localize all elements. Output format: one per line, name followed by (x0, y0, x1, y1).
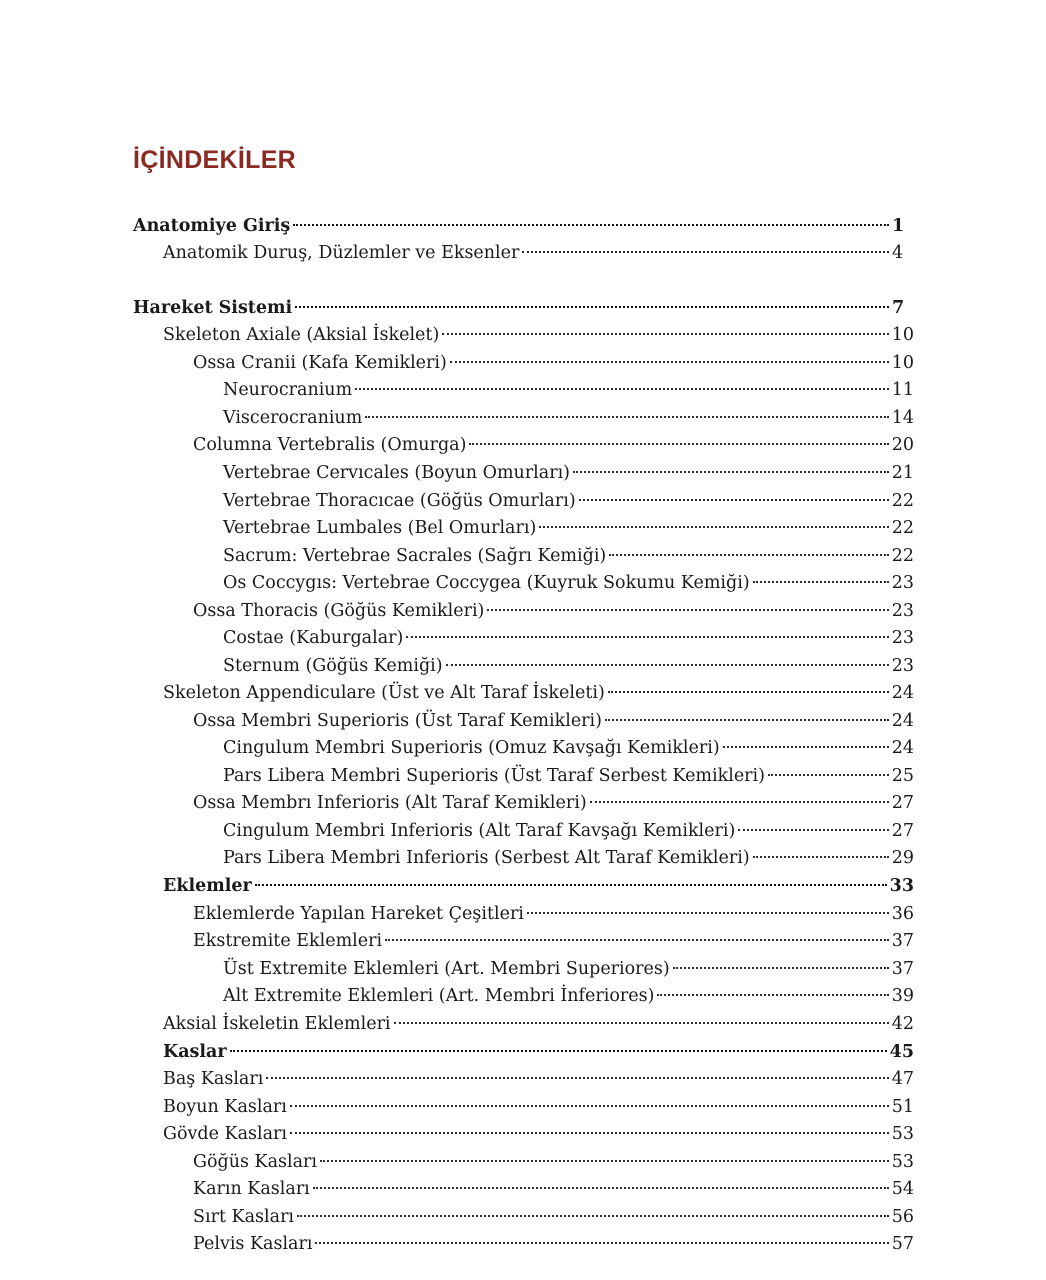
dot-leader (394, 1022, 889, 1024)
dot-leader (768, 774, 889, 776)
toc-entry-page-number: 23 (891, 656, 914, 676)
dot-leader (657, 994, 888, 996)
toc-entry-label: Ossa Thoracis (Göğüs Kemikleri) (193, 601, 485, 621)
toc-entry (223, 488, 914, 514)
toc-entry-label: Kaslar (163, 1042, 227, 1062)
toc-entry-page-number: 22 (891, 491, 914, 511)
toc-entry-page-number: 39 (891, 986, 914, 1006)
toc-entry (163, 1121, 914, 1147)
dot-leader (539, 526, 888, 528)
toc-entry-label: Ossa Cranii (Kafa Kemikleri) (193, 353, 447, 373)
toc-entry (193, 928, 914, 954)
toc-entry (223, 570, 914, 596)
dot-leader (355, 388, 889, 390)
toc-entry-page-number: 53 (891, 1152, 914, 1172)
toc-entry-label: Eklemler (163, 876, 252, 896)
dot-leader (605, 719, 889, 721)
dot-leader (293, 224, 889, 226)
toc-entry (193, 901, 914, 927)
toc-entry (223, 956, 914, 982)
toc-entry-page-number: 14 (891, 408, 914, 428)
toc-entry-label: Ossa Membri Superioris (Üst Taraf Kemikleri) (193, 711, 602, 731)
dot-leader (487, 609, 888, 611)
toc-entry (193, 790, 914, 816)
toc-entry-page-number: 27 (891, 793, 914, 813)
toc-entry-page-number: 23 (891, 601, 914, 621)
dot-leader (753, 856, 889, 858)
toc-entry-page-number: 21 (891, 463, 914, 483)
toc-entry (223, 818, 914, 844)
toc-entry-label: Costae (Kaburgalar) (223, 628, 404, 648)
toc-entry-page-number: 37 (891, 959, 914, 979)
toc-entry (223, 983, 914, 1009)
toc-entry-page-number: 23 (891, 573, 914, 593)
toc-entry-label: Ossa Membrı Inferioris (Alt Taraf Kemikleri) (193, 793, 587, 813)
dot-leader (608, 691, 889, 693)
dot-leader (290, 1132, 889, 1134)
dot-leader (442, 333, 888, 335)
toc-entry-page-number: 25 (891, 766, 914, 786)
toc-entry (223, 377, 914, 403)
toc-entry-label: Pars Libera Membri Inferioris (Serbest Alt Taraf Kemikleri) (223, 848, 750, 868)
toc-entry-label: Pars Libera Membri Superioris (Üst Taraf Serbest Kemikleri) (223, 766, 765, 786)
toc-entry (163, 240, 914, 266)
dot-leader (450, 361, 889, 363)
dot-leader (469, 443, 888, 445)
toc-entry (163, 1011, 914, 1037)
toc-entry-page-number: 56 (891, 1207, 914, 1227)
dot-leader (738, 829, 888, 831)
toc-entry (163, 873, 914, 899)
toc-entry-page-number: 57 (891, 1234, 914, 1254)
toc-entry-label: Üst Extremite Eklemleri (Art. Membri Superiores) (223, 959, 670, 979)
toc-entry-label: Skeleton Appendiculare (Üst ve Alt Taraf İskeleti) (163, 683, 605, 703)
toc-entry-page-number: 24 (891, 683, 914, 703)
toc-entry-page-number: 36 (891, 904, 914, 924)
dot-leader (723, 746, 889, 748)
toc-entry (163, 680, 914, 706)
toc-entry-page-number: 23 (891, 628, 914, 648)
toc-entry-page-number: 42 (891, 1014, 914, 1034)
toc-entry (223, 653, 914, 679)
toc-entry (223, 845, 914, 871)
toc-entry-label: Cingulum Membri Inferioris (Alt Taraf Kavşağı Kemikleri) (223, 821, 736, 841)
toc-entry-label: Anatomiye Giriş (133, 216, 291, 236)
toc-entry (223, 763, 914, 789)
toc-entry-page-number: 51 (891, 1097, 914, 1117)
toc-entry-page-number: 29 (891, 848, 914, 868)
toc-entry-page-number: 47 (891, 1069, 914, 1089)
toc-entry (223, 460, 914, 486)
toc-entry-page-number: 20 (891, 435, 914, 455)
toc-entry-label: Viscerocranium (223, 408, 363, 428)
toc-entry-label: Sternum (Göğüs Kemiği) (223, 656, 443, 676)
toc-entry-page-number: 4 (892, 243, 904, 263)
toc-entry (223, 735, 914, 761)
toc-entry-label: Eklemlerde Yapılan Hareket Çeşitleri (193, 904, 524, 924)
toc-entry-label: Sacrum: Vertebrae Sacrales (Sağrı Kemiği) (223, 546, 607, 566)
toc-entry (223, 543, 914, 569)
toc-entry (163, 1066, 914, 1092)
toc-entry-label: Baş Kasları (163, 1069, 264, 1089)
toc-entry (163, 1094, 914, 1120)
toc-entry-label: Boyun Kasları (163, 1097, 287, 1117)
toc-entry-label: Cingulum Membri Superioris (Omuz Kavşağı Kemikleri) (223, 738, 720, 758)
dot-leader (522, 251, 889, 253)
toc-entry-label: Aksial İskeletin Eklemleri (163, 1014, 391, 1034)
toc-entry-label: Vertebrae Lumbales (Bel Omurları) (223, 518, 537, 538)
dot-leader (673, 967, 889, 969)
toc-entry (163, 322, 914, 348)
toc-entry-page-number: 22 (891, 546, 914, 566)
toc-entry (193, 1149, 914, 1175)
toc-entry-label: Pelvis Kasları (193, 1234, 313, 1254)
toc-entry-label: Hareket Sistemi (133, 298, 293, 318)
toc-entry (193, 1176, 914, 1202)
toc-entry-label: Columna Vertebralis (Omurga) (193, 435, 467, 455)
toc-entry-page-number: 53 (891, 1124, 914, 1144)
dot-leader (266, 1077, 888, 1079)
toc-entry-label: Vertebrae Cervıcales (Boyun Omurları) (223, 463, 571, 483)
toc-entry-label: Skeleton Axiale (Aksial İskelet) (163, 325, 440, 345)
toc-entry-page-number: 10 (891, 353, 914, 373)
toc-entry (193, 598, 914, 624)
dot-leader (590, 801, 889, 803)
toc-entry (223, 515, 914, 541)
dot-leader (295, 306, 889, 308)
toc-entry-page-number: 33 (889, 876, 914, 896)
dot-leader (753, 581, 889, 583)
dot-leader (320, 1160, 889, 1162)
toc-entry (223, 405, 914, 431)
toc-entry-page-number: 7 (892, 298, 905, 318)
toc-entry-page-number: 27 (891, 821, 914, 841)
toc-entry-label: Karın Kasları (193, 1179, 310, 1199)
dot-leader (290, 1105, 889, 1107)
toc-entry-label: Anatomik Duruş, Düzlemler ve Eksenler (163, 243, 520, 263)
toc-entry-label: Gövde Kasları (163, 1124, 288, 1144)
dot-leader (297, 1215, 889, 1217)
toc-entry (193, 708, 914, 734)
toc-entry (193, 350, 914, 376)
dot-leader (255, 884, 887, 886)
toc-entry-label: Neurocranium (223, 380, 353, 400)
toc-entry (193, 1231, 914, 1257)
toc-entry-page-number: 24 (891, 738, 914, 758)
dot-leader (315, 1242, 888, 1244)
dot-leader (446, 664, 889, 666)
toc-entry-page-number: 37 (891, 931, 914, 951)
dot-leader (406, 636, 888, 638)
toc-entry (133, 295, 914, 321)
toc-entry-page-number: 45 (889, 1042, 914, 1062)
toc-entry-label: Vertebrae Thoracıcae (Göğüs Omurları) (223, 491, 576, 511)
toc-entry-page-number: 24 (891, 711, 914, 731)
dot-leader (527, 912, 889, 914)
toc-entry (133, 213, 914, 239)
toc-entry-label: Alt Extremite Eklemleri (Art. Membri İnferiores) (223, 986, 655, 1006)
dot-leader (579, 499, 889, 501)
toc-entry (193, 1204, 914, 1230)
dot-leader (230, 1050, 887, 1052)
toc-entry (223, 625, 914, 651)
dot-leader (573, 471, 889, 473)
dot-leader (365, 416, 888, 418)
dot-leader (313, 1187, 889, 1189)
dot-leader (385, 939, 889, 941)
toc-entry (193, 432, 914, 458)
toc-entry-page-number: 11 (891, 380, 914, 400)
toc-entry-page-number: 54 (891, 1179, 914, 1199)
toc-entry-page-number: 1 (892, 216, 905, 236)
toc-entry-label: Sırt Kasları (193, 1207, 295, 1227)
toc-entry-label: Ekstremite Eklemleri (193, 931, 383, 951)
dot-leader (609, 554, 888, 556)
page-title: İÇİNDEKİLER (133, 146, 297, 174)
toc-entry-page-number: 22 (891, 518, 914, 538)
toc-entry-page-number: 10 (891, 325, 914, 345)
toc-entry (163, 1039, 914, 1065)
toc-entry-label: Göğüs Kasları (193, 1152, 318, 1172)
toc-entry-label: Os Coccygıs: Vertebrae Coccygea (Kuyruk Sokumu Kemiği) (223, 573, 750, 593)
